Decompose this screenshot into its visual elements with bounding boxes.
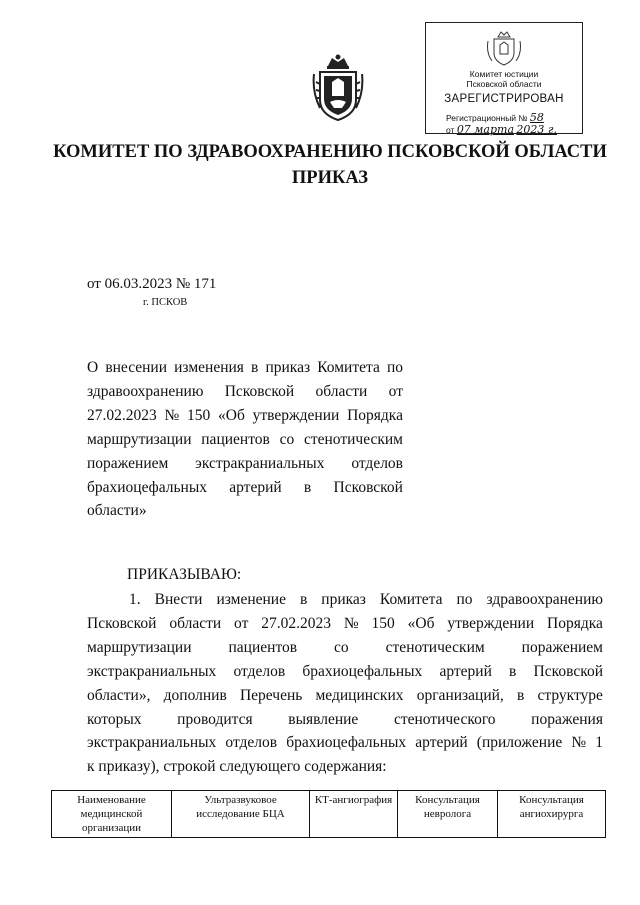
body-word: области», — [87, 686, 151, 704]
stamp-reg-label: Регистрационный № — [446, 113, 528, 123]
subject-word: «Об — [218, 406, 245, 424]
subject-word: в — [303, 478, 312, 496]
body-word: проводится — [177, 710, 253, 728]
stamp-date-prefix: от — [446, 125, 455, 135]
order-date: 06.03.2023 — [104, 276, 173, 292]
subject-word: стенотическим — [303, 430, 403, 448]
body-word: экстракраниальных — [87, 662, 217, 680]
table-header-cell: Консультация ангиохирурга — [498, 791, 606, 838]
body-word: в — [509, 662, 517, 680]
body-word: в — [516, 686, 525, 704]
body-word: поражением — [521, 638, 603, 656]
order-subject — [87, 356, 403, 523]
body-word: отделов — [225, 734, 278, 752]
body-word: 150 — [371, 614, 395, 632]
body-line — [87, 755, 603, 779]
body-word: маршрутизации — [87, 638, 192, 656]
subject-word: пациентов — [201, 430, 270, 448]
body-line — [87, 684, 603, 708]
subject-word: артерий — [229, 478, 282, 496]
stamp-coat-of-arms-icon — [484, 29, 524, 67]
subject-word: утверждении — [252, 406, 340, 424]
body-word: № — [571, 734, 587, 752]
body-word: брахиоцефальных — [302, 662, 423, 680]
table-header-cell: Консультация невролога — [398, 791, 498, 838]
body-word: организаций, — [416, 686, 504, 704]
subject-word: здравоохранению — [87, 382, 204, 400]
subject-line — [87, 476, 403, 500]
subject-line — [87, 380, 403, 404]
body-word: (приложение — [476, 734, 563, 752]
table-header-cell: КТ-ангиография — [310, 791, 398, 838]
order-body-paragraph — [87, 588, 603, 779]
body-word: «Об — [407, 614, 435, 632]
body-word: экстракраниальных — [87, 734, 217, 752]
subject-word: 27.02.2023 — [87, 406, 157, 424]
body-word: приказ — [321, 591, 366, 608]
body-word: артерий — [415, 734, 468, 752]
body-word: области — [169, 614, 222, 632]
number-label: № — [175, 276, 191, 292]
subject-word: по — [386, 359, 403, 376]
body-word: здравоохранению — [486, 591, 603, 608]
registration-stamp — [425, 22, 583, 134]
body-line — [87, 636, 603, 660]
body-word: пациентов — [228, 638, 298, 656]
table-header-cell: Ультразвуковое исследование БЦА — [172, 791, 310, 838]
stamp-registered: ЗАРЕГИСТРИРОВАН — [444, 93, 564, 105]
stamp-date-line — [446, 123, 557, 136]
body-word: 27.02.2023 — [261, 614, 331, 632]
coat-of-arms-emblem — [312, 52, 364, 124]
stamp-year-value: 2023 г. — [516, 123, 557, 136]
body-word: Внести — [154, 591, 203, 608]
subject-word: экстракраниальных — [195, 454, 325, 472]
subject-word: области — [315, 382, 368, 400]
body-word: Псковской — [87, 614, 157, 632]
body-word: поражения — [531, 710, 603, 728]
prikazyvayu-label: ПРИКАЗЫВАЮ: — [127, 566, 242, 583]
subject-word: Псковской — [224, 382, 295, 400]
body-word: дополнив — [163, 686, 227, 704]
document-type: ПРИКАЗ — [291, 168, 369, 188]
body-word: которых — [87, 710, 142, 728]
subject-line — [87, 452, 403, 476]
body-word: Порядка — [547, 614, 603, 632]
body-word: отделов — [233, 662, 286, 680]
body-word: Перечень — [239, 686, 303, 704]
subject-word: приказ — [265, 359, 311, 376]
stamp-line-2: Псковской области — [466, 79, 542, 89]
body-line — [87, 660, 603, 684]
subject-word: внесении — [105, 359, 168, 376]
stamp-reg-number: 58 — [529, 111, 544, 124]
subject-word: поражением — [87, 454, 169, 472]
body-word: медицинских — [315, 686, 404, 704]
body-word: изменение — [216, 591, 286, 608]
organizations-table — [51, 790, 606, 838]
body-word: 1. — [129, 591, 141, 608]
subject-word: маршрутизации — [87, 430, 192, 448]
organization-title: КОМИТЕТ ПО ЗДРАВООХРАНЕНИЮ ПСКОВСКОЙ ОБЛАСТИ — [53, 142, 607, 162]
body-word: № — [343, 614, 359, 632]
subject-word: Порядка — [347, 406, 403, 424]
subject-word: брахиоцефальных — [87, 478, 207, 496]
subject-line — [87, 428, 403, 452]
subject-word: области» — [87, 502, 147, 520]
order-number: 171 — [193, 276, 217, 292]
subject-word: Комитета — [317, 359, 380, 376]
from-label: от — [87, 276, 101, 292]
subject-word: со — [279, 430, 295, 448]
subject-word: изменения — [174, 359, 244, 376]
body-word: Комитета — [379, 591, 443, 608]
body-word: 1 — [595, 734, 603, 752]
body-word: со — [334, 638, 349, 656]
subject-word: О — [87, 359, 99, 376]
order-date-line — [87, 276, 216, 293]
subject-word: от — [388, 382, 403, 400]
subject-word: Псковской — [333, 478, 403, 496]
table-header-cell: Наименование медицинской организации — [52, 791, 172, 838]
subject-word: отделов — [351, 454, 403, 472]
subject-word: 150 — [187, 406, 211, 424]
body-word: структуре — [537, 686, 603, 704]
body-word: утверждении — [447, 614, 535, 632]
body-word: брахиоцефальных — [286, 734, 407, 752]
subject-line — [87, 404, 403, 428]
order-city: г. ПСКОВ — [143, 297, 188, 308]
table-header-row — [52, 791, 606, 838]
body-line — [87, 588, 603, 612]
stamp-line-1: Комитет юстиции — [469, 69, 539, 79]
body-word: стенотическим — [385, 638, 485, 656]
subject-line — [87, 499, 403, 523]
body-word: Псковской — [533, 662, 603, 680]
body-word: по — [456, 591, 473, 608]
body-word: к приказу), строкой следующего содержания: — [87, 758, 387, 776]
body-word: артерий — [439, 662, 492, 680]
stamp-date-value: 07 марта — [456, 123, 515, 136]
body-line — [87, 731, 603, 755]
subject-word: в — [251, 359, 259, 376]
subject-line — [87, 356, 403, 380]
body-line — [87, 612, 603, 636]
body-word: в — [299, 591, 308, 608]
body-word: стенотического — [393, 710, 496, 728]
body-word: от — [234, 614, 249, 632]
body-word: выявление — [288, 710, 359, 728]
subject-word: № — [164, 406, 180, 424]
body-line — [87, 708, 603, 732]
